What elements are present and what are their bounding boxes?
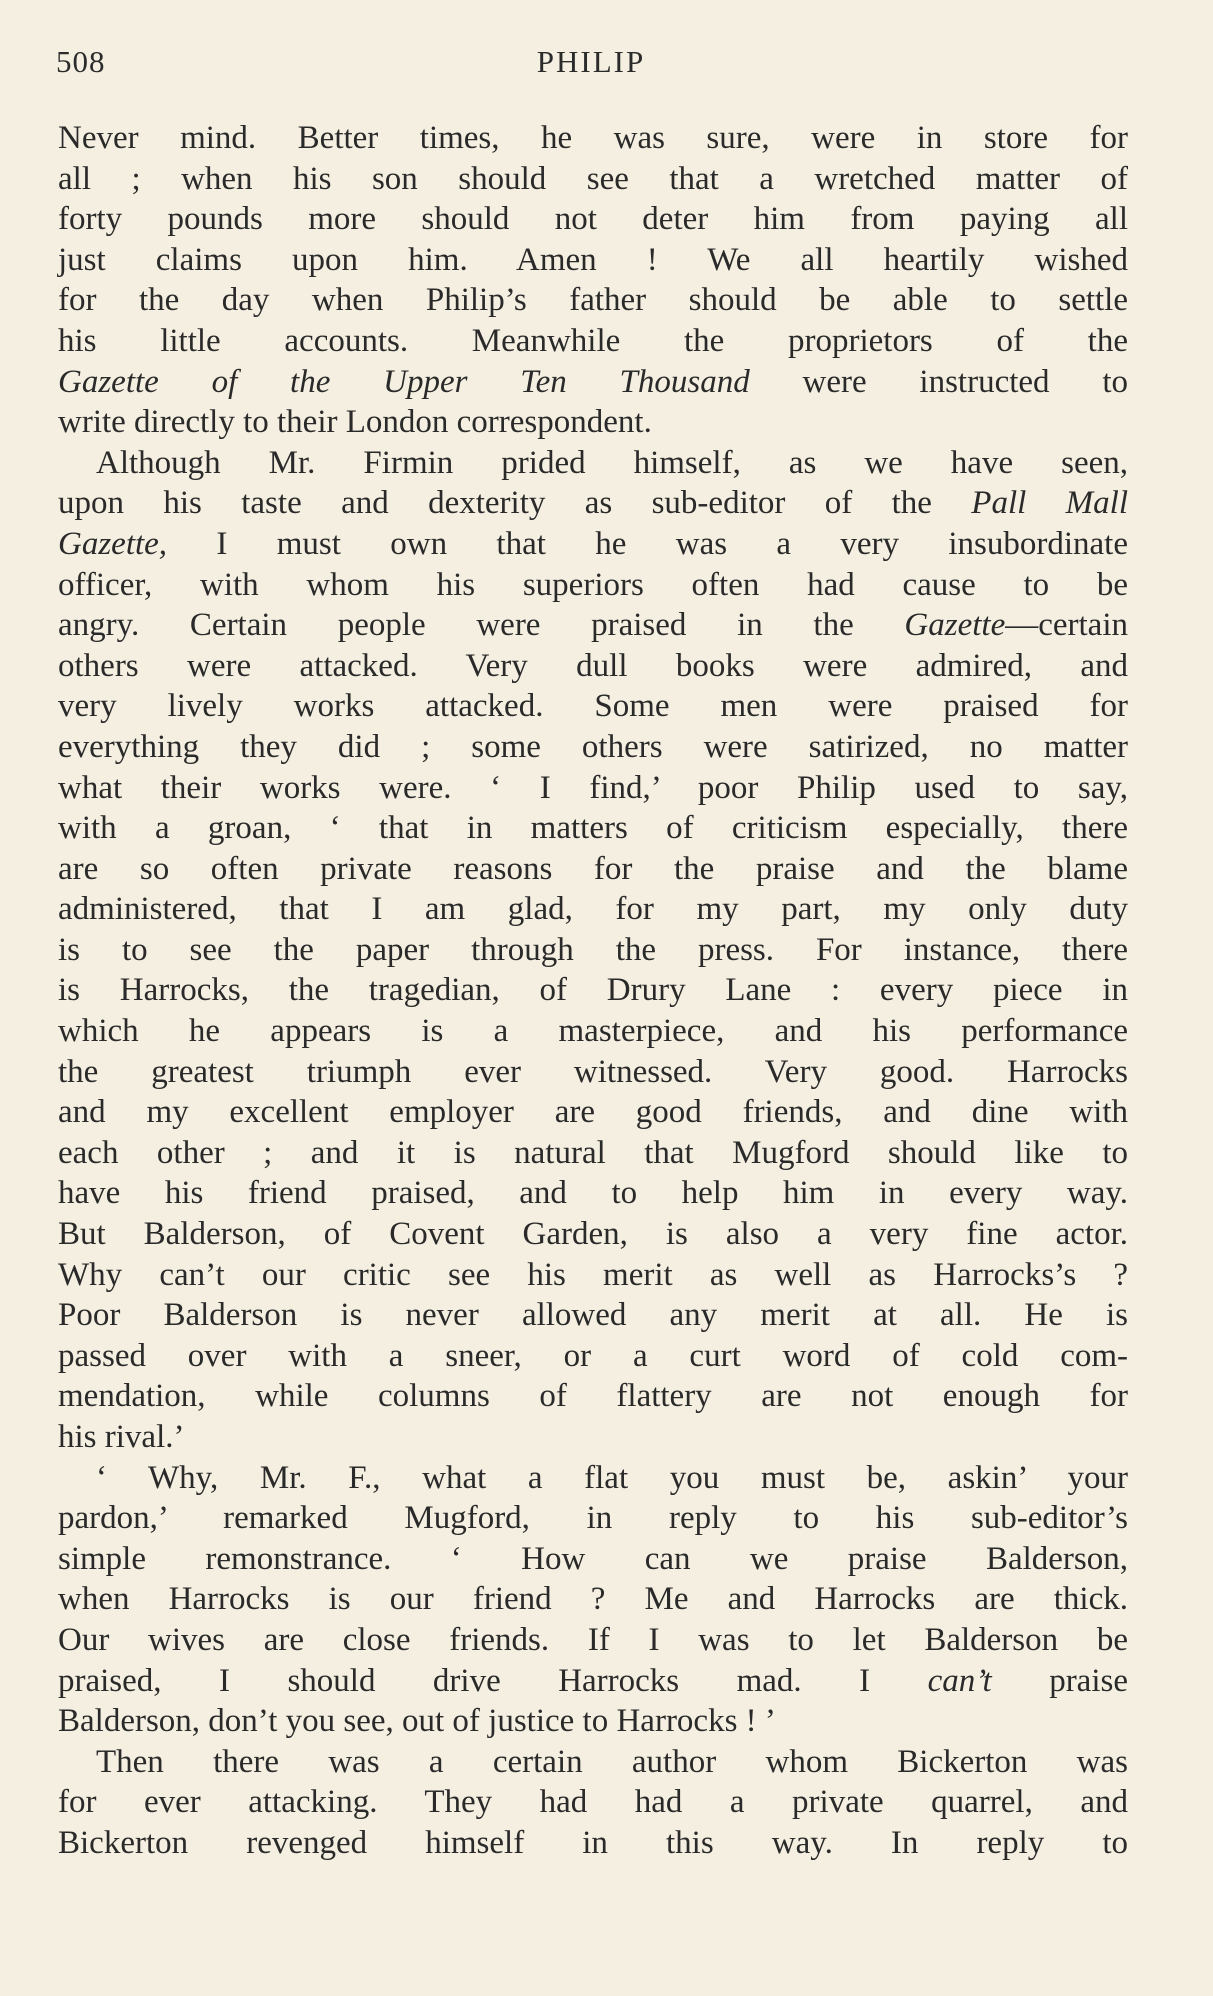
text-segment: Poor Balderson is never allowed any merit at all. He is <box>58 1297 1128 1334</box>
text-line <box>58 118 1128 159</box>
text-line <box>58 1539 1128 1580</box>
italic-text: Gazette, <box>58 525 168 562</box>
text-segment: praise <box>991 1662 1128 1699</box>
text-segment: are so often private reasons for the praise and the blame <box>58 850 1128 887</box>
page-number: 508 <box>56 44 106 79</box>
text-line <box>58 443 1128 484</box>
text-segment: passed over with a sneer, or a curt word of cold com- <box>58 1337 1128 1374</box>
text-segment: But Balderson, of Covent Garden, is also a very fine actor. <box>58 1216 1128 1253</box>
text-segment: others were attacked. Very dull books were admired, and <box>58 647 1128 684</box>
text-line <box>58 362 1128 403</box>
text-segment: simple remonstrance. ‘ How can we praise Balderson, <box>58 1540 1128 1577</box>
text-line <box>58 240 1128 281</box>
text-segment: pardon,’ remarked Mugford, in reply to his sub-editor’s <box>58 1500 1128 1537</box>
text-line <box>58 849 1128 890</box>
text-segment: Balderson, don’t you see, out of justice to Harrocks ! ’ <box>58 1703 776 1740</box>
text-segment: just claims upon him. Amen ! We all heartily wished <box>58 241 1128 278</box>
text-segment: mendation, while columns of flattery are not enough for <box>58 1378 1128 1415</box>
text-segment: write directly to their London correspondent. <box>58 404 652 441</box>
text-segment: everything they did ; some others were satirized, no matter <box>58 728 1128 765</box>
text-segment: which he appears is a masterpiece, and his performance <box>58 1013 1128 1050</box>
text-segment: Our wives are close friends. If I was to let Balderson be <box>58 1621 1128 1658</box>
text-line <box>58 1579 1128 1620</box>
text-line <box>58 1701 1128 1742</box>
text-segment: Bickerton revenged himself in this way. In reply to <box>58 1824 1128 1861</box>
text-line <box>58 1742 1128 1783</box>
text-segment: Why can’t our critic see his merit as well as Harrocks’s ? <box>58 1256 1128 1293</box>
body-text <box>58 118 1128 1864</box>
text-segment: forty pounds more should not deter him from paying all <box>58 201 1128 238</box>
text-line <box>58 808 1128 849</box>
text-line <box>58 199 1128 240</box>
text-line <box>58 280 1128 321</box>
text-segment: and my excellent employer are good friends, and dine with <box>58 1094 1128 1131</box>
text-segment: officer, with whom his superiors often had cause to be <box>58 566 1128 603</box>
text-line <box>58 1661 1128 1702</box>
text-line <box>58 1052 1128 1093</box>
text-segment: is Harrocks, the tragedian, of Drury Lane : every piece in <box>58 972 1128 1009</box>
text-segment: all ; when his son should see that a wretched matter of <box>58 160 1128 197</box>
text-line <box>58 321 1128 362</box>
text-segment: I must own that he was a very insubordinate <box>167 525 1128 562</box>
text-segment: have his friend praised, and to help him in every way. <box>58 1175 1128 1212</box>
text-line <box>58 1214 1128 1255</box>
text-line <box>58 646 1128 687</box>
text-line <box>58 1255 1128 1296</box>
text-line <box>58 159 1128 200</box>
text-line <box>58 565 1128 606</box>
text-segment: administered, that I am glad, for my part, my only duty <box>58 891 1128 928</box>
text-segment: when Harrocks is our friend ? Me and Harrocks are thick. <box>58 1581 1128 1618</box>
text-line <box>58 402 1128 443</box>
text-line <box>58 1498 1128 1539</box>
text-line <box>58 930 1128 971</box>
text-line <box>58 727 1128 768</box>
text-segment: for the day when Philip’s father should be able to settle <box>58 282 1128 319</box>
italic-text: can’t <box>927 1662 992 1699</box>
text-segment: is to see the paper through the press. For instance, there <box>58 931 1128 968</box>
text-segment: upon his taste and dexterity as sub-editor of the <box>58 485 972 522</box>
running-title: PHILIP <box>536 44 646 79</box>
text-line <box>58 605 1128 646</box>
text-segment: with a groan, ‘ that in matters of criticism especially, there <box>58 810 1128 847</box>
text-line <box>58 1782 1128 1823</box>
text-segment: each other ; and it is natural that Mugford should like to <box>58 1134 1128 1171</box>
text-segment: Never mind. Better times, he was sure, were in store for <box>58 120 1128 156</box>
text-segment: angry. Certain people were praised in the <box>58 607 905 644</box>
text-line <box>58 483 1128 524</box>
text-line <box>58 768 1128 809</box>
text-line <box>58 970 1128 1011</box>
text-line <box>58 1823 1128 1864</box>
text-segment: were instructed to <box>749 363 1128 400</box>
text-segment: his rival.’ <box>58 1419 185 1455</box>
text-line <box>58 1376 1128 1417</box>
italic-text: Pall Mall <box>971 485 1128 522</box>
text-segment: praised, I should drive Harrocks mad. I <box>58 1662 928 1699</box>
text-segment: very lively works attacked. Some men were praised for <box>58 688 1128 725</box>
text-line <box>58 686 1128 727</box>
text-segment: his little accounts. Meanwhile the proprietors of the <box>58 322 1128 359</box>
italic-text: Gazette of the Upper Ten Thousand <box>58 363 750 400</box>
text-segment: for ever attacking. They had had a private quarrel, and <box>58 1784 1128 1821</box>
text-line <box>58 1295 1128 1336</box>
text-line <box>58 1336 1128 1377</box>
text-line <box>58 1620 1128 1661</box>
text-segment: Then there was a certain author whom Bickerton was <box>96 1743 1128 1780</box>
italic-text: Gazette <box>904 607 1006 644</box>
text-segment: —certain <box>1005 607 1128 644</box>
text-line <box>58 1011 1128 1052</box>
text-line <box>58 1417 1128 1458</box>
text-segment: Although Mr. Firmin prided himself, as we have seen, <box>96 444 1128 481</box>
text-line <box>58 1092 1128 1133</box>
text-line <box>58 889 1128 930</box>
text-line <box>58 1458 1128 1499</box>
text-line <box>58 1173 1128 1214</box>
text-line <box>58 524 1128 565</box>
text-line <box>58 1133 1128 1174</box>
text-segment: what their works were. ‘ I find,’ poor Philip used to say, <box>58 769 1128 806</box>
text-segment: the greatest triumph ever witnessed. Very good. Harrocks <box>58 1053 1128 1090</box>
text-segment: ‘ Why, Mr. F., what a flat you must be, askin’ your <box>96 1459 1128 1496</box>
page-header <box>56 44 1126 86</box>
